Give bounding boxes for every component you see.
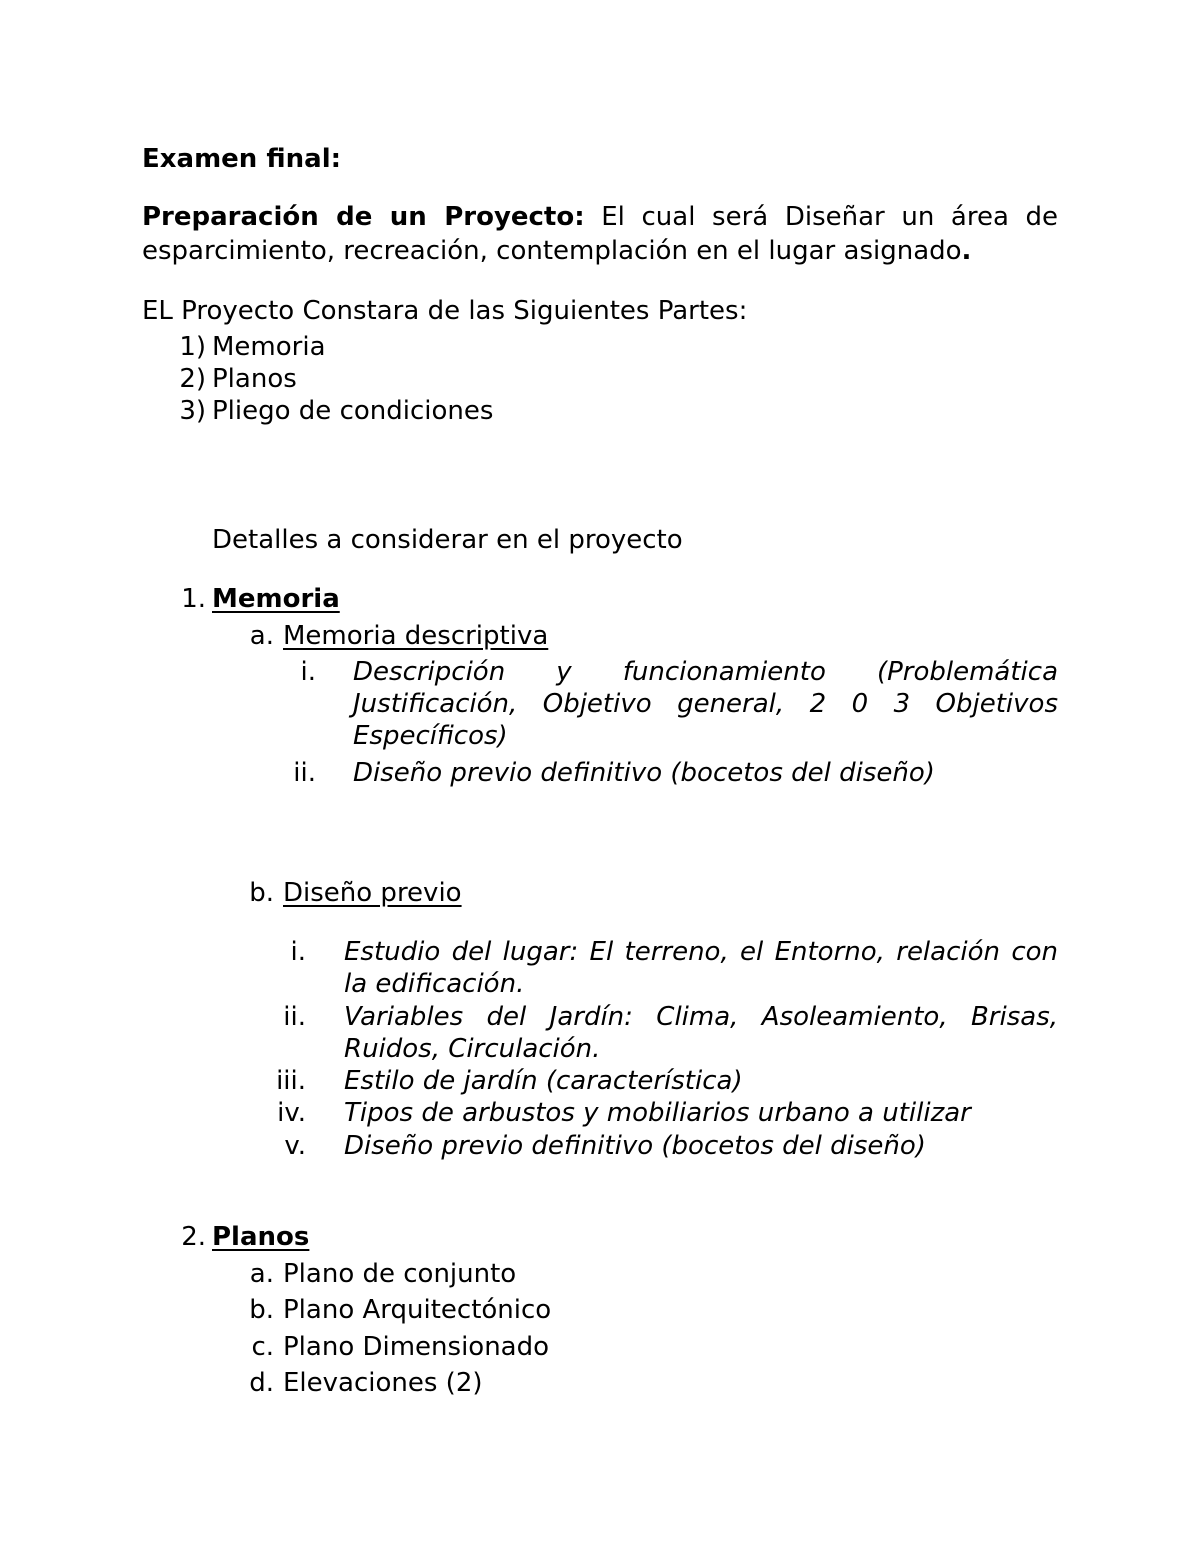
section-2-title: Planos — [212, 1222, 310, 1252]
section-1-title: Memoria — [212, 584, 340, 614]
sub-b-item-4-number: iv. — [277, 1098, 306, 1128]
sub-a-item-1-line-3: Específicos) — [353, 721, 508, 751]
intro-line-2 — [142, 235, 971, 267]
sub-a-item-2-number: ii. — [293, 758, 316, 788]
sub-b-item-2-line-2: Ruidos, Circulación. — [344, 1034, 601, 1064]
sub-b-letter: b. — [249, 878, 274, 908]
intro-lead: Preparación de un Proyecto: — [142, 202, 585, 232]
sub-b-item-5-number: v. — [284, 1131, 306, 1161]
sub-b-item-4-line-1: Tipos de arbustos y mobiliarios urbano a utilizar — [344, 1098, 971, 1128]
sub-a-item-1-line-1: Descripción y funcionamiento (Problemática — [353, 657, 1058, 687]
sub-b-item-5-line-1: Diseño previo definitivo (bocetos del diseño) — [344, 1131, 926, 1161]
exam-title: Examen final: — [142, 144, 341, 174]
sub-b-item-1-number: i. — [290, 937, 306, 967]
intro-line-1-rest: El cual será Diseñar un área de — [601, 202, 1059, 232]
parts-item-2-number: 2) — [179, 364, 206, 394]
planos-item-d-letter: d. — [249, 1368, 274, 1398]
sub-b-item-2-line-1: Variables del Jardín: Clima, Asoleamiento, Brisas, — [344, 1002, 1058, 1032]
details-heading: Detalles a considerar en el proyecto — [212, 525, 683, 555]
section-1-number: 1. — [181, 584, 206, 614]
sub-b-item-3-line-1: Estilo de jardín (característica) — [344, 1066, 743, 1096]
sub-b-title: Diseño previo — [283, 878, 462, 908]
sub-b-item-1-line-2: la edificación. — [344, 969, 525, 999]
sub-a-item-1-number: i. — [300, 657, 316, 687]
planos-item-b-label: Plano Arquitectónico — [283, 1295, 552, 1325]
parts-heading: EL Proyecto Constara de las Siguientes Partes: — [142, 296, 748, 326]
planos-item-a-letter: a. — [249, 1259, 274, 1289]
sub-a-title: Memoria descriptiva — [283, 621, 549, 651]
section-2-number: 2. — [181, 1222, 206, 1252]
intro-line-1 — [142, 201, 1058, 233]
planos-item-b-letter: b. — [249, 1295, 274, 1325]
parts-item-2-label: Planos — [212, 364, 297, 394]
parts-item-3-number: 3) — [179, 396, 206, 426]
parts-item-1-label: Memoria — [212, 332, 326, 362]
sub-b-item-2-number: ii. — [283, 1002, 306, 1032]
planos-item-c-label: Plano Dimensionado — [283, 1332, 550, 1362]
planos-item-d-label: Elevaciones (2) — [283, 1368, 483, 1398]
planos-item-a-label: Plano de conjunto — [283, 1259, 517, 1289]
intro-line-2-end: . — [961, 236, 972, 266]
parts-item-1-number: 1) — [179, 332, 206, 362]
intro-line-2-text: esparcimiento, recreación, contemplación en el lugar asignado — [142, 236, 962, 266]
sub-a-item-1-line-2: Justificación, Objetivo general, 2 0 3 Objetivos — [353, 689, 1058, 719]
sub-a-item-2-line-1: Diseño previo definitivo (bocetos del diseño) — [353, 758, 935, 788]
planos-item-c-letter: c. — [251, 1332, 274, 1362]
sub-a-letter: a. — [249, 621, 274, 651]
sub-b-item-3-number: iii. — [276, 1066, 306, 1096]
sub-b-item-1-line-1: Estudio del lugar: El terreno, el Entorno, relación con — [344, 937, 1058, 967]
parts-item-3-label: Pliego de condiciones — [212, 396, 494, 426]
